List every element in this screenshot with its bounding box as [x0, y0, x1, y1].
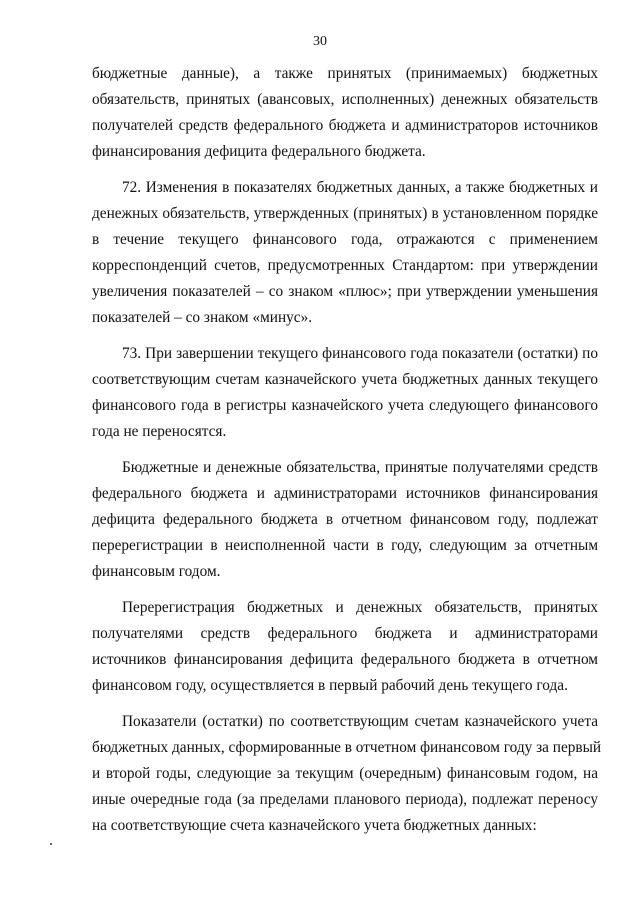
text-line: Показатели (остатки) по соответствующим счетам казначейского учета: [122, 713, 598, 730]
text-line: финансовом году, осуществляется в первый рабочий день текущего года.: [92, 677, 568, 694]
paragraph-item-73: [92, 341, 598, 445]
text-line: федерального бюджета и администраторами источников финансирования: [92, 485, 598, 502]
text-line: обязательств, принятых (авансовых, исполненных) денежных обязательств: [92, 91, 598, 108]
text-line: корреспонденций счетов, предусмотренных Стандартом: при утверждении: [92, 257, 598, 274]
text-line: 73. При завершении текущего финансового года показатели (остатки) по: [122, 345, 598, 362]
text-line: 72. Изменения в показателях бюджетных данных, а также бюджетных и: [122, 179, 598, 196]
paragraph-obligations: [92, 455, 598, 585]
text-line: денежных обязательств, утвержденных (принятых) в установленном порядке: [92, 205, 598, 222]
text-line: получателей средств федерального бюджета и администраторов источников: [92, 117, 598, 134]
text-line: года не переносятся.: [92, 423, 227, 440]
text-line: Перерегистрация бюджетных и денежных обязательств, принятых: [122, 599, 598, 616]
text-line: бюджетные данные), а также принятых (принимаемых) бюджетных: [92, 65, 598, 82]
text-line: бюджетных данных, сформированные в отчетном финансовом году за первый: [92, 739, 602, 756]
text-line: иные очередные года (за пределами планового периода), подлежат переносу: [92, 791, 598, 808]
text-line: на соответствующие счета казначейского учета бюджетных данных:: [92, 817, 537, 834]
paragraph-balances: [92, 709, 602, 839]
text-line: и второй годы, следующие за текущим (очередным) финансовым годом, на: [92, 765, 598, 782]
text-line: дефицита федерального бюджета в отчетном финансовом году, подлежат: [92, 511, 598, 528]
document-body: [92, 61, 602, 849]
text-line: источников финансирования дефицита федерального бюджета в отчетном: [92, 651, 598, 668]
page-number: 30: [313, 34, 327, 49]
paragraph-continuation: [92, 61, 598, 165]
text-line: увеличения показателей – со знаком «плюс»; при утверждении уменьшения: [92, 283, 598, 300]
paragraph-reregistration: [92, 595, 598, 699]
text-line: показателей – со знаком «минус».: [92, 309, 313, 326]
scan-speck: [50, 843, 52, 845]
text-line: соответствующим счетам казначейского учета бюджетных данных текущего: [92, 371, 598, 388]
text-line: финансовым годом.: [92, 563, 221, 580]
text-line: получателями средств федерального бюджета и администраторами: [92, 625, 598, 642]
text-line: в течение текущего финансового года, отражаются с применением: [92, 231, 598, 248]
text-line: Бюджетные и денежные обязательства, принятые получателями средств: [122, 459, 598, 476]
text-line: финансирования дефицита федерального бюджета.: [92, 143, 426, 160]
text-line: перерегистрации в неисполненной части в году, следующим за отчетным: [92, 537, 598, 554]
text-line: финансового года в регистры казначейского учета следующего финансового: [92, 397, 598, 414]
paragraph-item-72: [92, 175, 598, 331]
